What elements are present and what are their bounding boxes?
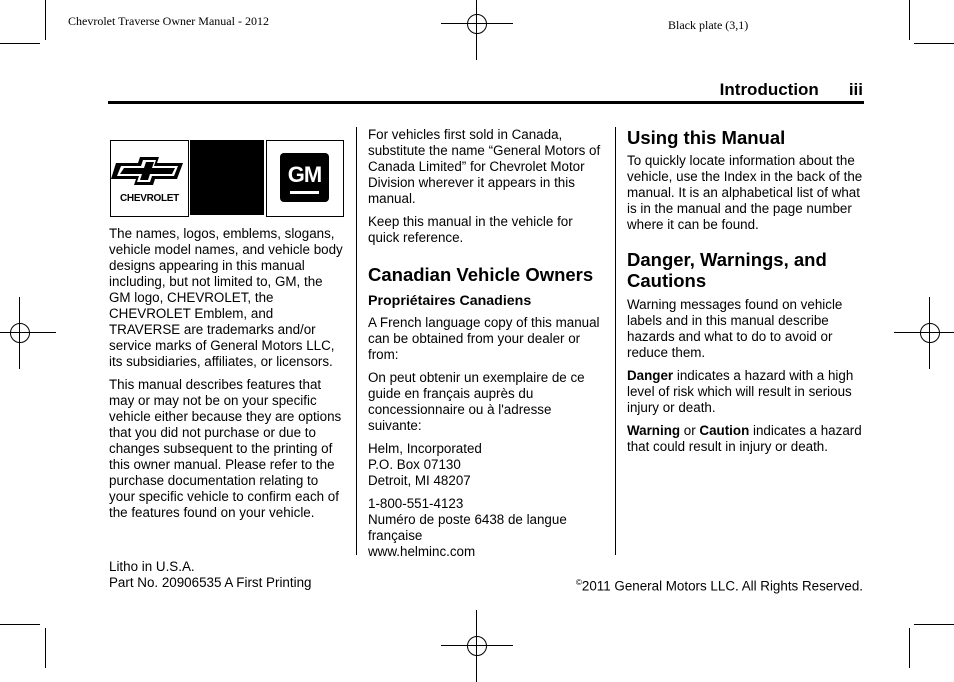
column-3: [627, 127, 865, 462]
gm-logo-text: GM: [287, 162, 322, 187]
canadian-owners-heading: Canadian Vehicle Owners: [368, 264, 594, 285]
crop-mark-top-left-h: [0, 43, 40, 44]
crop-mark-bottom-right-h: [914, 624, 954, 625]
danger-term: Danger: [627, 368, 674, 383]
warning-caution-paragraph: [627, 423, 865, 455]
header-rule: [108, 101, 864, 104]
keep-manual-paragraph: Keep this manual in the vehicle for quick reference.: [368, 214, 573, 245]
website-link[interactable]: www.helminc.com: [368, 544, 476, 559]
proprietaires-subheading: Propriétaires Canadiens: [368, 293, 532, 309]
trademark-paragraph: The names, logos, emblems, slogans, vehicle model names, and vehicle body designs appearing in this manual including, but not limited to, GM, the GM logo, CHEVROLET, the CHEVROLET Emblem, and TRAVERSE are trademarks and/or service marks of General Motors LLC, its subsidiaries, affiliates, or licensors.: [109, 226, 343, 369]
extension-line: française: [368, 528, 423, 543]
chevrolet-logo-caption: CHEVROLET: [120, 193, 179, 204]
litho-line: Litho in U.S.A.: [109, 559, 195, 574]
logo-black-panel: [190, 140, 264, 215]
column-2: [368, 127, 606, 567]
section-title: Introduction: [719, 80, 819, 99]
registration-mark-bottom: [441, 610, 513, 682]
crop-mark-top-right-v: [909, 0, 910, 40]
registration-mark-left: [0, 297, 56, 369]
using-manual-paragraph: To quickly locate information about the vehicle, use the Index in the back of the manual. It is an alphabetical list of what is in the manual and the page number where it can be found.: [627, 153, 863, 232]
address-line: Helm, Incorporated: [368, 441, 482, 456]
french-copy-paragraph: A French language copy of this manual can be obtained from your dealer or from:: [368, 315, 600, 362]
canada-name-paragraph: For vehicles first sold in Canada, substitute the name “General Motors of Canada Limited” for Chevrolet Motor Division wherever it appears in this manual.: [368, 127, 601, 206]
caution-description: indicates a hazard that could result in injury or death.: [627, 423, 862, 454]
using-manual-heading: Using this Manual: [627, 127, 786, 148]
running-head: [108, 80, 863, 100]
warning-term: Warning: [627, 423, 681, 438]
crop-mark-top-left-v: [45, 0, 46, 40]
address-line: P.O. Box 07130: [368, 457, 461, 472]
copyright-text: 2011 General Motors LLC. All Rights Reserved.: [581, 578, 863, 594]
caution-term: Caution: [699, 423, 750, 438]
print-header-right: Black plate (3,1): [668, 18, 749, 32]
part-number: Part No. 20906535 A First Printing: [109, 575, 312, 590]
extension-line: Numéro de poste 6438 de langue: [368, 512, 567, 527]
copyright-notice: [540, 575, 863, 594]
french-paragraph: On peut obtenir un exemplaire de ce guide en français auprès du concessionnaire ou à l'adresse suivante:: [368, 370, 585, 433]
column-divider-1: [356, 127, 357, 555]
page-number: iii: [848, 80, 863, 99]
copyright-symbol: ©: [576, 578, 582, 587]
column-1: [109, 226, 347, 528]
features-paragraph: This manual describes features that may or may not be on your specific vehicle either because they are options that you did not purchase or due to changes subsequent to the printing of this owner manual. Please refer to the purchase documentation relating to your specific vehicle to confirm each of the features found on your vehicle.: [109, 377, 342, 520]
gm-logo-badge: [280, 153, 329, 202]
danger-description: indicates a hazard with a high level of risk which will result in serious injury or death.: [627, 368, 854, 415]
registration-mark-top: [441, 0, 513, 60]
contact-block: [368, 496, 606, 560]
crop-mark-top-right-h: [914, 43, 954, 44]
column-divider-2: [615, 127, 616, 555]
chevrolet-bowtie-icon: [111, 141, 188, 216]
danger-warnings-heading: Danger, Warnings, and Cautions: [627, 249, 827, 291]
print-header-left: Chevrolet Traverse Owner Manual - 2012: [68, 14, 269, 28]
danger-paragraph: [627, 368, 865, 416]
crop-mark-bottom-left-v: [45, 628, 46, 668]
gm-logo-underline: [290, 191, 319, 194]
address-block: [368, 441, 606, 489]
crop-mark-bottom-left-h: [0, 624, 40, 625]
crop-mark-bottom-right-v: [909, 628, 910, 668]
address-line: Detroit, MI 48207: [368, 473, 471, 488]
phone-number: 1-800-551-4123: [368, 496, 464, 511]
registration-mark-right: [894, 297, 954, 369]
chevrolet-logo: [110, 140, 189, 217]
footer-left: [109, 559, 311, 591]
warning-messages-paragraph: Warning messages found on vehicle labels and in this manual describe hazards and what to do to avoid or reduce them.: [627, 297, 843, 360]
or-text: or: [680, 423, 700, 438]
gm-logo: [266, 140, 344, 217]
